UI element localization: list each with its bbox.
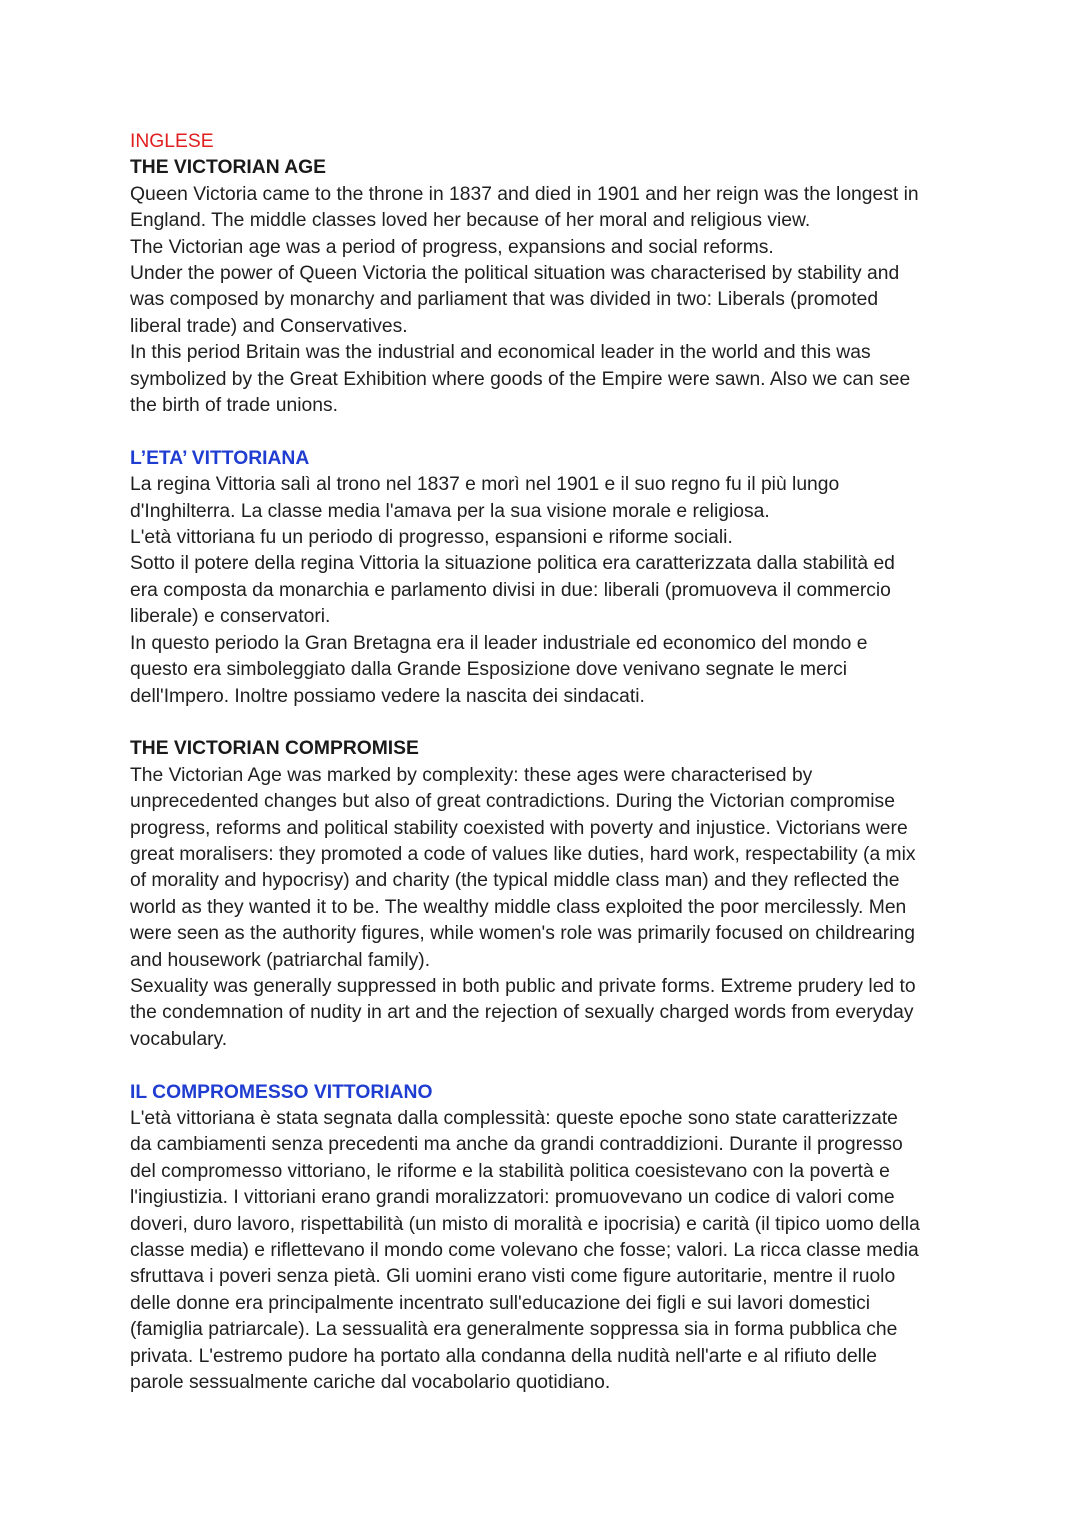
section-spacer [130,1053,960,1079]
paragraph-line: vocabulary. [130,1028,228,1050]
paragraph-line: great moralisers: they promoted a code of values like duties, hard work, respectability (a mix [130,843,916,865]
paragraph-line: In this period Britain was the industrial and economical leader in the world and this was [130,342,871,364]
paragraph-line: L'età vittoriana fu un periodo di progresso, espansioni e riforme sociali. [130,527,733,549]
paragraph-line: d'Inghilterra. La classe media l'amava per la sua visione morale e religiosa. [130,500,770,522]
paragraph-line: delle donne era principalmente incentrato sull'educazione dei figli e sui lavori domestici [130,1292,871,1314]
paragraph-line: the birth of trade unions. [130,395,338,417]
section-compromesso-vittoriano [130,1080,960,1397]
paragraph-line: The Victorian Age was marked by complexity: these ages were characterised by [130,764,813,786]
paragraph-line: England. The middle classes loved her because of her moral and religious view. [130,210,811,232]
paragraph-line: The Victorian age was a period of progress, expansions and social reforms. [130,236,774,258]
paragraph-line: doveri, duro lavoro, rispettabilità (un misto di moralità e ipocrisia) e carità (il tipico uomo della [130,1213,920,1235]
paragraph-line: dell'Impero. Inoltre possiamo vedere la nascita dei sindacati. [130,685,645,707]
paragraph-line: privata. L'estremo pudore ha portato alla condanna della nudità nell'arte e al rifiuto delle [130,1345,877,1367]
paragraph-line: (famiglia patriarcale). La sessualità era generalmente soppressa sia in forma pubblica che [130,1319,898,1341]
paragraph-line: Queen Victoria came to the throne in 1837 and died in 1901 and her reign was the longest in [130,183,919,205]
section-title: THE VICTORIAN COMPROMISE [130,738,419,760]
paragraph-line: Sotto il potere della regina Vittoria la situazione politica era caratterizzata dalla stabilità ed [130,553,895,575]
paragraph-line: questo era simboleggiato dalla Grande Esposizione dove venivano segnate le merci [130,659,848,681]
paragraph-line: and housework (patriarchal family). [130,949,431,971]
section-victorian-age [130,155,960,419]
paragraph-line: were seen as the authority figures, while women's role was primarily focused on childrearing [130,923,915,945]
section-spacer [130,710,960,736]
paragraph-line: l'ingiustizia. I vittoriani erano grandi moralizzatori: promuovevano un codice di valori come [130,1187,895,1209]
section-spacer [130,419,960,445]
paragraph-line: sfruttava i poveri senza pietà. Gli uomini erano visti come figure autoritarie, mentre il ruolo [130,1266,896,1288]
paragraph-line: Sexuality was generally suppressed in both public and private forms. Extreme prudery led to [130,975,916,997]
paragraph-line: era composta da monarchia e parlamento divisi in due: liberali (promuoveva il commercio [130,579,891,601]
paragraph-line: classe media) e riflettevano il mondo come volevano che fosse; valori. La ricca classe media [130,1240,919,1262]
paragraph-line: In questo periodo la Gran Bretagna era il leader industriale ed economico del mondo e [130,632,868,654]
section-title: IL COMPROMESSO VITTORIANO [130,1081,433,1103]
paragraph-line: progress, reforms and political stability coexisted with poverty and injustice. Victorians were [130,817,908,839]
paragraph-line: del compromesso vittoriano, le riforme e la stabilità politica coesistevano con la povertà e [130,1160,890,1182]
section-title: THE VICTORIAN AGE [130,157,327,179]
paragraph-line: unprecedented changes but also of great contradictions. During the Victorian compromise [130,791,895,813]
section-title: L’ETA’ VITTORIANA [130,447,310,469]
paragraph-line: da cambiamenti senza precedenti ma anche da grandi contraddizioni. Durante il progresso [130,1134,903,1156]
paragraph-line: the condemnation of nudity in art and the rejection of sexually charged words from everyday [130,1002,914,1024]
paragraph-line: symbolized by the Great Exhibition where goods of the Empire were sawn. Also we can see [130,368,911,390]
paragraph-line: of morality and hypocrisy) and charity (the typical middle class man) and they reflected the [130,870,900,892]
subject-label: INGLESE [130,131,214,152]
paragraph-line: Under the power of Queen Victoria the political situation was characterised by stability and [130,263,900,285]
paragraph-line: world as they wanted it to be. The wealthy middle class exploited the poor mercilessly. Men [130,896,907,918]
paragraph-line: parole sessualmente cariche dal vocabolario quotidiano. [130,1372,611,1394]
section-eta-vittoriana [130,446,960,710]
paragraph-line: liberal trade) and Conservatives. [130,315,408,337]
paragraph-line: was composed by monarchy and parliament that was divided in two: Liberals (promoted [130,289,879,311]
document-page [130,129,960,1396]
paragraph-line: liberale) e conservatori. [130,606,331,628]
paragraph-line: L'età vittoriana è stata segnata dalla complessità: queste epoche sono state caratterizzate [130,1107,898,1129]
paragraph-line: La regina Vittoria salì al trono nel 1837 e morì nel 1901 e il suo regno fu il più lungo [130,474,840,496]
section-victorian-compromise [130,736,960,1053]
